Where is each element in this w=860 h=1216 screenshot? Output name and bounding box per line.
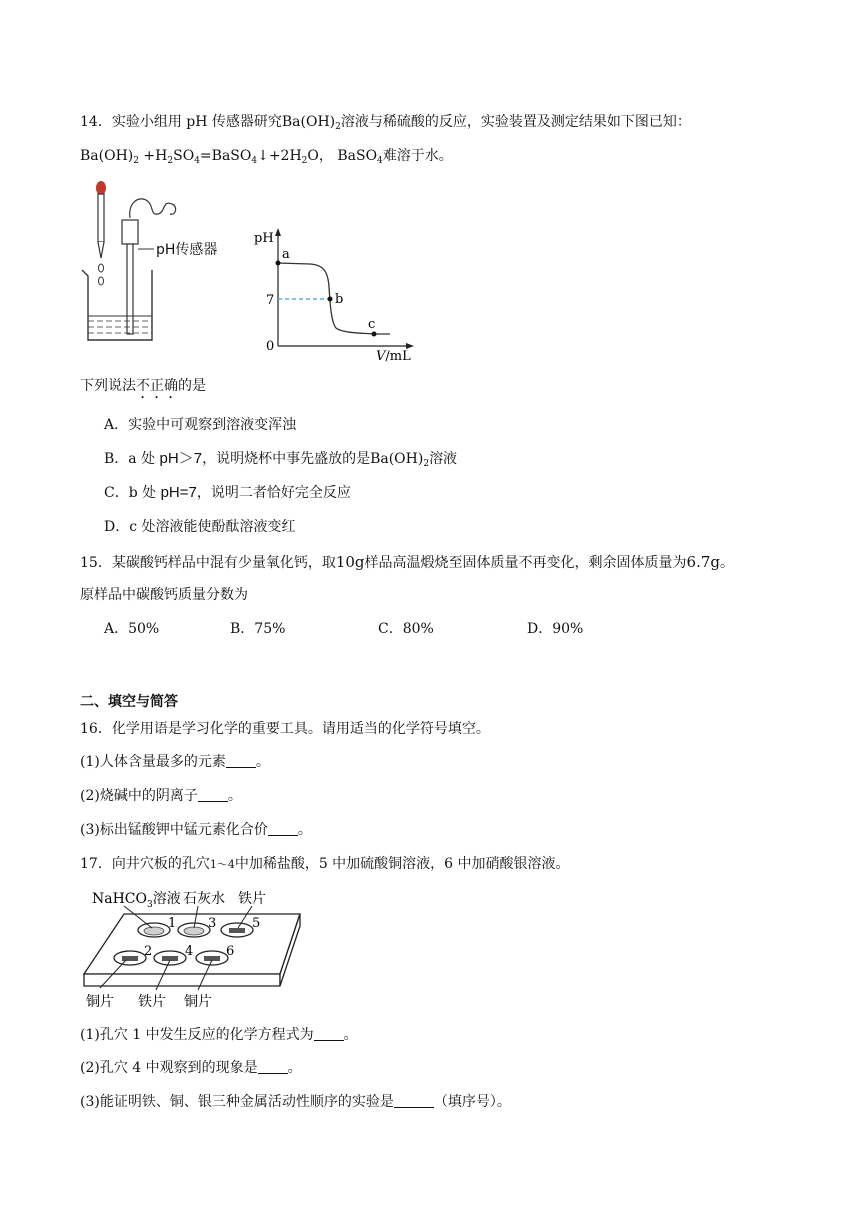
- q16-stem: 16．化学用语是学习化学的重要工具。请用适当的化学符号填空。: [80, 721, 490, 737]
- well-5: 5: [252, 916, 261, 931]
- q17-stem: 17．向井穴板的孔穴1～4中加稀盐酸，5 中加硫酸铜溶液，6 中加硝酸银溶液。: [80, 856, 570, 872]
- q17-part3: (3)能证明铁、铜、银三种金属活动性顺序的实验是 （填序号）。: [80, 1094, 511, 1110]
- apparatus-figure: [78, 178, 238, 348]
- origin-label: 0: [266, 339, 275, 354]
- dropper-bulb: [96, 181, 106, 195]
- label-copper-1: 铜片: [86, 994, 114, 1010]
- answer-blank[interactable]: [226, 753, 256, 768]
- well-plate-figure: [80, 884, 330, 1014]
- q16-part2: (2)烧碱中的阴离子 。: [80, 788, 242, 804]
- well-1: 1: [168, 916, 177, 931]
- well-3: 3: [208, 916, 217, 931]
- section-title: 二、填空与简答: [80, 694, 178, 710]
- label-iron-bottom: 铁片: [138, 994, 166, 1010]
- ph-sensor: [122, 220, 138, 244]
- q14-option-c[interactable]: C．b 处 pH=7，说明二者恰好完全反应: [104, 484, 351, 501]
- q16-part3: (3)标出锰酸钾中锰元素化合价 。: [80, 822, 312, 838]
- answer-blank[interactable]: [198, 787, 228, 802]
- x-axis-label: V/mL: [376, 349, 411, 364]
- point-a: a: [282, 247, 290, 262]
- q17-part2: (2)孔穴 4 中观察到的现象是 。: [80, 1060, 302, 1076]
- beaker: [82, 270, 152, 340]
- q14-option-d[interactable]: D．c 处溶液能使酚酞溶液变红: [104, 519, 296, 535]
- q14-option-a[interactable]: A．实验中可观察到溶液变浑浊: [104, 417, 297, 433]
- well-2: 2: [144, 944, 153, 959]
- ph-graph: [250, 222, 420, 364]
- sensor-label: pH传感器: [156, 242, 218, 258]
- q14-option-b[interactable]: B．a 处 pH＞7，说明烧杯中事先盛放的是$Ba(OH)_2$溶液: [104, 450, 458, 469]
- well-4: 4: [185, 944, 194, 959]
- q15-option-c[interactable]: C．80%: [378, 621, 434, 637]
- q17-part1: (1)孔穴 1 中发生反应的化学方程式为 。: [80, 1027, 358, 1043]
- label-nahco3: NaHCO$_3$溶液: [92, 891, 181, 910]
- q16-part1: (1)人体含量最多的元素 。: [80, 754, 270, 770]
- point-b: b: [335, 292, 344, 307]
- y-axis-label: pH: [254, 231, 274, 246]
- q15-option-a[interactable]: A．50%: [104, 621, 160, 637]
- q15-line2: 原样品中碳酸钙质量分数为: [80, 587, 248, 603]
- answer-blank[interactable]: [268, 821, 298, 836]
- y-tick-7: 7: [266, 293, 275, 308]
- q14-equation: $Ba(OH)_2$ $+H_2SO_4=BaSO_4↓+2H_2O$， BaSO$_4$难溶于水。: [80, 148, 453, 166]
- q14-prompt: 下列说法不正确的是: [80, 378, 206, 394]
- q14-stem: 14．实验小组用 pH 传感器研究$Ba(OH)_2$溶液与稀硫酸的反应，实验装置及测定结果如下图已知：: [80, 114, 691, 132]
- answer-blank[interactable]: [394, 1093, 434, 1108]
- label-copper-2: 铜片: [184, 994, 212, 1010]
- point-c: c: [368, 317, 376, 332]
- answer-blank[interactable]: [314, 1026, 344, 1041]
- q15-stem: 15．某碳酸钙样品中混有少量氧化钙，取10g样品高温煅烧至固体质量不再变化，剩余固体质量为6.7g。: [80, 553, 734, 571]
- answer-blank[interactable]: [258, 1059, 288, 1074]
- label-iron-top: 铁片: [238, 891, 266, 907]
- label-limewater: 石灰水: [183, 891, 225, 907]
- well-6: 6: [226, 944, 235, 959]
- q15-option-b[interactable]: B．75%: [230, 621, 286, 637]
- q15-option-d[interactable]: D．90%: [527, 621, 584, 637]
